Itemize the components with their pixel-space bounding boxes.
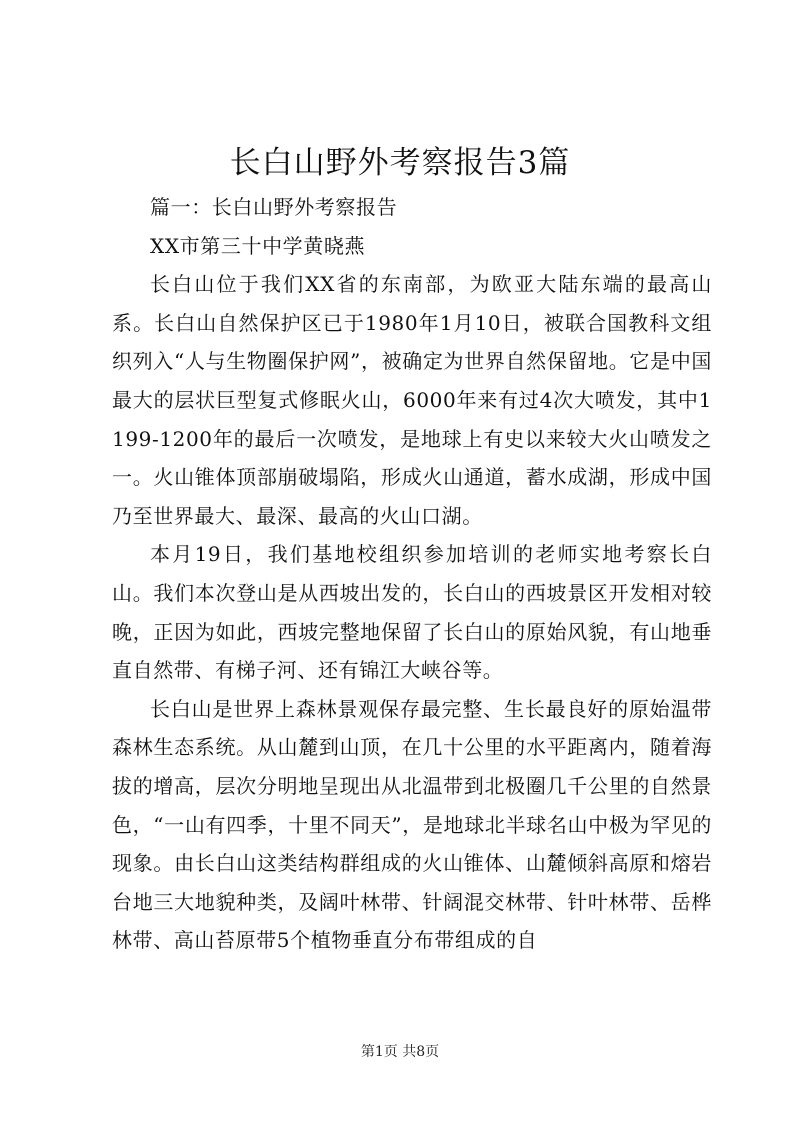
document-body: [112, 188, 712, 960]
page-footer: 第1页 共8页: [360, 1044, 440, 1060]
body-paragraph: 长白山是世界上森林景观保存最完整、生长最良好的原始温带森林生态系统。从山麓到山顶，在几十公里的水平距离内，随着海拔的增高，层次分明地呈现出从北温带到北极圈几千公里的自然景色，“一山有四季，十里不同天”，是地球北半球名山中极为罕见的现象。由长白山这类结构群组成的火山锥体、山麓倾斜高原和熔岩台地三大地貌种类，及阔叶林带、针阔混交林带、针叶林带、岳桦林带、高山苔原带5个植物垂直分布带组成的自: [112, 696, 712, 953]
author-line: XX市第三十中学黄晓燕: [150, 233, 366, 258]
body-paragraph: 长白山位于我们XX省的东南部，为欧亚大陆东端的最高山系。长白山自然保护区已于1980年1月10日，被联合国教科文组织列入“人与生物圈保护网”，被确定为世界自然保留地。它是中国最大的层状巨型复式修眠火山，6000年来有过4次大喷发，其中1199-1200年的最后一次喷发，是地球上有史以来较大火山喷发之一。火山锥体顶部崩破塌陷，形成火山通道，蓄水成湖，形成中国乃至世界最大、最深、最高的火山口湖。: [112, 272, 712, 528]
section-heading: 篇一：长白山野外考察报告: [150, 195, 398, 219]
body-paragraph: 本月19日，我们基地校组织参加培训的老师实地考察长白山。我们本次登山是从西坡出发的，长白山的西坡景区开发相对较晚，正因为如此，西坡完整地保留了长白山的原始风貌，有山地垂直自然带、有梯子河、还有锦江大峡谷等。: [112, 542, 712, 683]
page-title: 长白山野外考察报告3篇: [229, 145, 571, 181]
